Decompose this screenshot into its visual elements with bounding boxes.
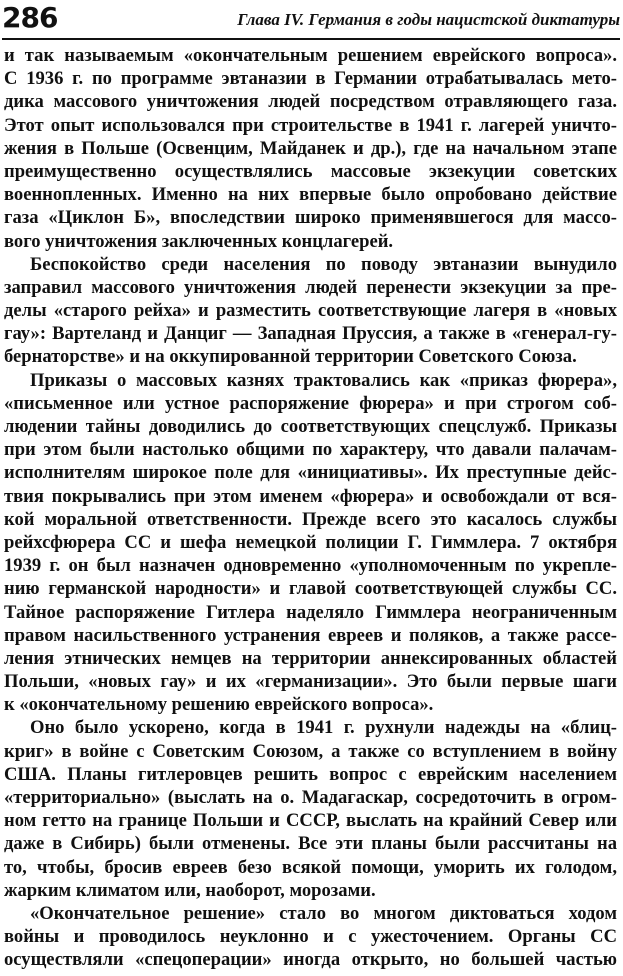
text-line: С 1936 г. по программе эвтаназии в Германии отрабатывалась мето- [4, 68, 617, 90]
text-line: Польши, «новых гау» и их «германизации». Это были первые шаги [4, 671, 617, 693]
text-line: делы «старого рейха» и разместить соответствующие лагеря в «новых [4, 300, 617, 322]
text-line: Этот опыт использовался при строительстве в 1941 г. лагерей уничто- [4, 114, 617, 136]
text-line: то, чтобы, бросив евреев безо всякой помощи, уморить их голодом, [4, 856, 617, 878]
text-line: осуществляли «спецоперации» иногда открыто, но большей частью [4, 949, 617, 971]
text-line: и так называемым «окончательным решением еврейского вопроса». [4, 45, 617, 66]
text-line: Оно было ускорено, когда в 1941 г. рухнули надежды на «блиц- [30, 717, 617, 739]
page-number: 286 [2, 1, 58, 34]
text-line: Беспокойство среди населения по поводу эвтаназии вынудило [30, 253, 617, 275]
text-line: жарким климатом или, наоборот, морозами. [4, 879, 376, 901]
text-line: «территориально» (выслать на о. Мадагаскар, сосредоточить в огром- [4, 787, 617, 808]
text-line: кой моральной ответственности. Прежде всего это касалось службы [4, 508, 617, 530]
body-text [4, 44, 617, 972]
text-line: вого уничтожения заключенных концлагерей. [4, 230, 394, 252]
text-line: людении тайны доводились до соответствующих спецслужб. Приказы [4, 416, 617, 437]
text-line: войны и проводилось неуклонно и с ужесточением. Органы СС [4, 926, 617, 948]
text-line: заправил массового уничтожения людей перенести экзекуции за пре- [4, 276, 617, 298]
text-line: ном гетто на границе Польши и СССР, выслать на крайний Север или [4, 810, 617, 832]
text-line: Тайное распоряжение Гитлера наделяло Гиммлера неограниченным [4, 601, 617, 623]
text-line: гау»: Вартеланд и Данциг — Западная Пруссия, а также в «генерал-гу- [4, 323, 617, 345]
text-line: «Окончательное решение» стало во многом диктоваться ходом [30, 902, 617, 924]
text-line: даже в Сибирь) были отменены. Все эти планы были рассчитаны на [4, 833, 617, 855]
text-line: твия покрывались при этом именем «фюрера» и освобождали от вся- [4, 485, 617, 507]
text-line: криг» в войне с Советским Союзом, а также со вступлением в войну [4, 740, 617, 762]
text-line: «письменное или устное распоряжение фюрера» и при строгом соб- [4, 392, 617, 414]
page-header [2, 0, 620, 40]
text-line: правом насильственного устранения евреев и поляков, а также рассе- [4, 624, 617, 646]
text-line: нию германской народности» и главой соответствующей службы СС. [4, 578, 617, 600]
text-line: газа «Циклон Б», впоследствии широко применявшегося для массо- [4, 207, 617, 229]
text-line: к «окончательному решению еврейского вопроса». [4, 694, 434, 716]
text-line: Приказы о массовых казнях трактовались как «приказ фюрера», [30, 369, 617, 391]
text-line: преимущественно осуществлялись массовые экзекуции советских [4, 160, 617, 182]
text-line: жения в Польше (Освенцим, Майданек и др.), где на начальном этапе [4, 137, 617, 159]
text-line: военнопленных. Именно на них впервые было опробовано действие [4, 184, 617, 206]
text-line: при этом были настолько общими по характеру, что давали палачам- [4, 439, 617, 461]
text-line: бернаторстве» и на оккупированной территории Советского Союза. [4, 346, 577, 368]
text-line: 1939 г. он был назначен одновременно «уполномоченным по укрепле- [4, 555, 617, 577]
text-line: исполнителям широкое поле для «инициативы». Их преступные дейс- [4, 462, 617, 484]
running-head: Глава IV. Германия в годы нацистской диктатуры [237, 10, 620, 29]
text-line: рейхсфюрера СС и шефа немецкой полиции Г. Гиммлера. 7 октября [4, 531, 617, 553]
text-line: ления этнических немцев на территории аннексированных областей [4, 647, 617, 669]
text-line: США. Планы гитлеровцев решить вопрос с еврейским населением [4, 763, 617, 785]
text-line: дика массового уничтожения людей посредством отравляющего газа. [4, 91, 617, 113]
